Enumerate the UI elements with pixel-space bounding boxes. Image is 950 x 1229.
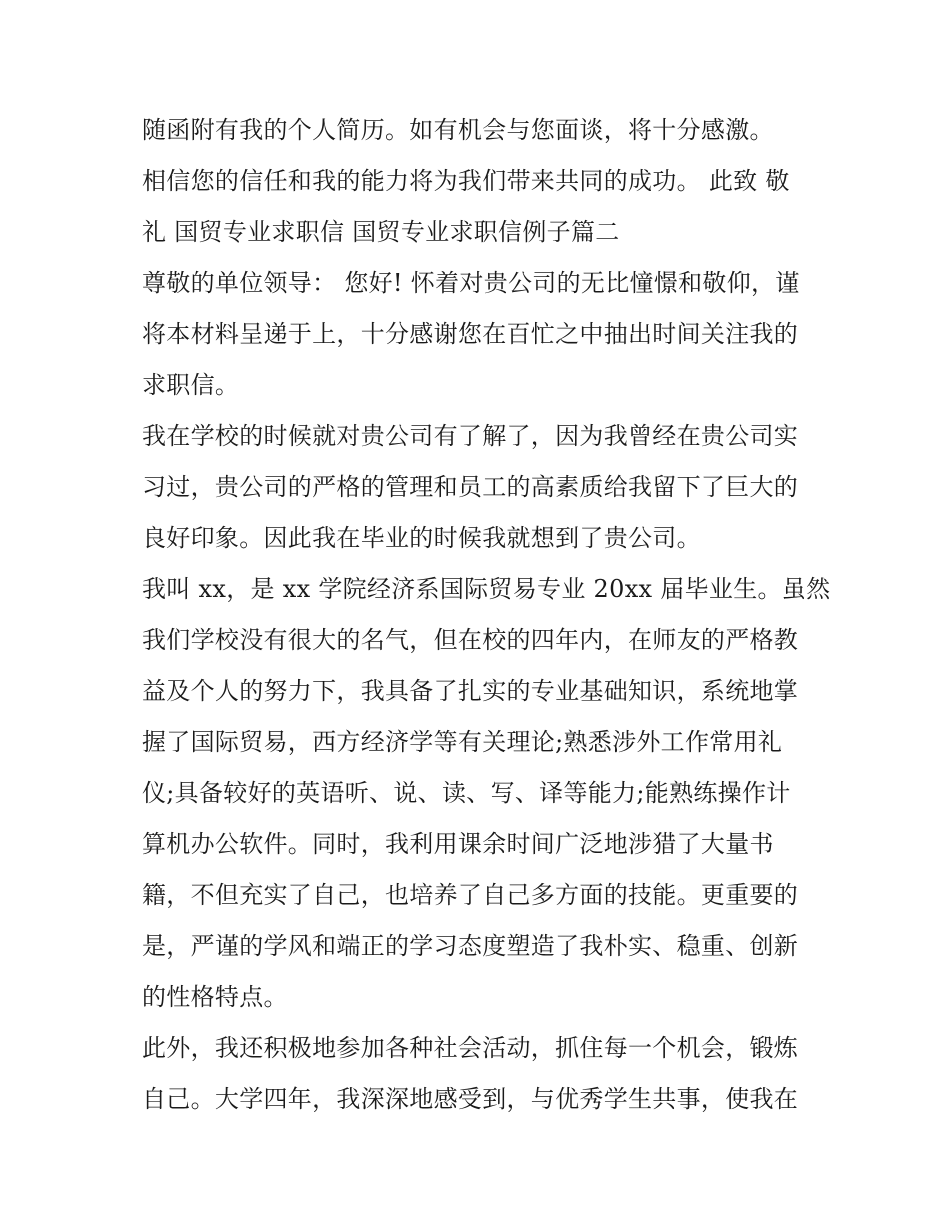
text-line-14: 仪;具备较好的英语听、说、读、写、译等能力;能熟练操作计 [142,779,791,807]
text-line-6: 求职信。 [142,371,240,399]
text-line-20: 自己。大学四年，我深深地感受到，与优秀学生共事，使我在 [142,1085,799,1113]
text-line-5: 将本材料呈递于上，十分感谢您在百忙之中抽出时间关注我的 [142,320,799,348]
text-line-19: 此外，我还积极地参加各种社会活动，抓住每一个机会，锻炼 [142,1034,799,1062]
text-line-7: 我在学校的时候就对贵公司有了解了，因为我曾经在贵公司实 [142,422,799,450]
text-line-4: 尊敬的单位领导： 您好! 怀着对贵公司的无比憧憬和敬仰，谨 [142,269,800,297]
text-line-17: 是，严谨的学风和端正的学习态度塑造了我朴实、稳重、创新 [142,932,799,960]
text-line-9: 良好印象。因此我在毕业的时候我就想到了贵公司。 [142,524,701,552]
text-line-1: 随函附有我的个人简历。如有机会与您面谈，将十分感激。 [142,116,774,144]
text-line-12: 益及个人的努力下，我具备了扎实的专业基础知识，系统地掌 [142,677,799,705]
text-line-3: 礼 国贸专业求职信 国贸专业求职信例子篇二 [142,218,620,246]
text-line-13: 握了国际贸易，西方经济学等有关理论;熟悉涉外工作常用礼 [142,728,783,756]
text-line-10: 我叫 xx，是 xx 学院经济系国际贸易专业 20xx 届毕业生。虽然 [142,575,831,603]
text-line-15: 算机办公软件。同时，我利用课余时间广泛地涉猎了大量书 [142,830,774,858]
text-line-18: 的性格特点。 [142,983,288,1011]
text-line-16: 籍，不但充实了自己，也培养了自己多方面的技能。更重要的 [142,881,799,909]
text-line-8: 习过，贵公司的严格的管理和员工的高素质给我留下了巨大的 [142,473,799,501]
text-line-11: 我们学校没有很大的名气，但在校的四年内，在师友的严格教 [142,626,799,654]
text-line-2: 相信您的信任和我的能力将为我们带来共同的成功。 此致 敬 [142,167,790,195]
